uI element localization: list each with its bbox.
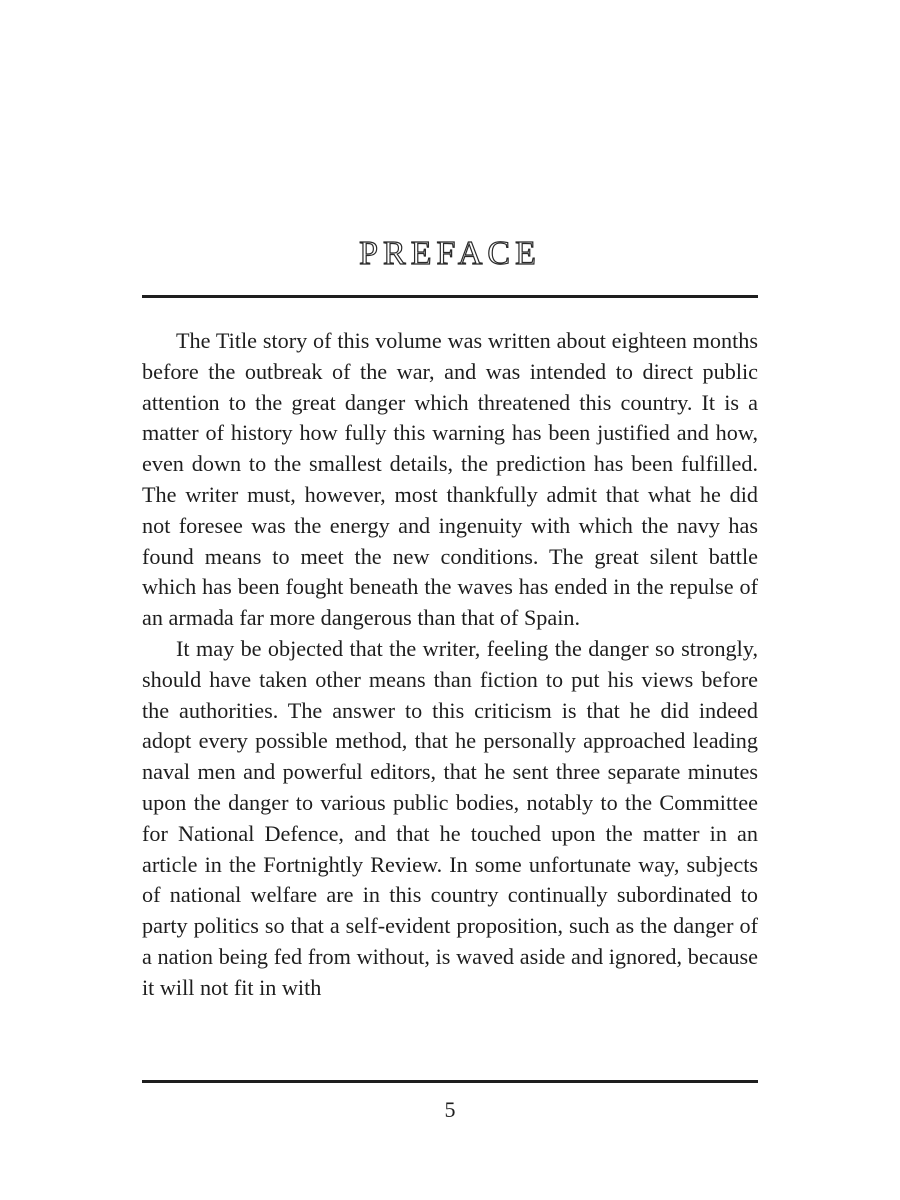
paragraph-1: The Title story of this volume was written about eighteen months before the outbreak of the war, and was intended to direct public attention to the great danger which threatened this country. It is a matter of history how fully this warning has been justified and how, even down to the smallest details, the prediction has been fulfilled. The writer must, however, most thankfully admit that what he did not foresee was the energy and ingenuity with which the navy has found means to meet the new conditions. The great silent battle which has been fought beneath the waves has ended in the repulse of an armada far more dangerous than that of Spain.	[142, 328, 758, 631]
page-number: 5	[444, 1097, 456, 1122]
paragraph-2: It may be objected that the writer, feeling the danger so strongly, should have taken other means than fiction to put his views before the authorities. The answer to this criticism is that he did indeed adopt every possible method, that he personally approached leading naval men and powerful editors, that he sent three separate minutes upon the danger to various public bodies, notably to the Committee for National Defence, and that he touched upon the matter in an article in the Fortnightly Review. In some unfortunate way, subjects of national welfare are in this country continually subordinated to party politics so that a self-evident proposition, such as the danger of a nation being fed from without, is waved aside and ignored, because it will not fit in with	[142, 635, 758, 1000]
top-divider	[142, 295, 758, 298]
body-text	[142, 326, 758, 1004]
bottom-divider	[142, 1080, 758, 1083]
chapter-title: PREFACE	[359, 235, 541, 272]
